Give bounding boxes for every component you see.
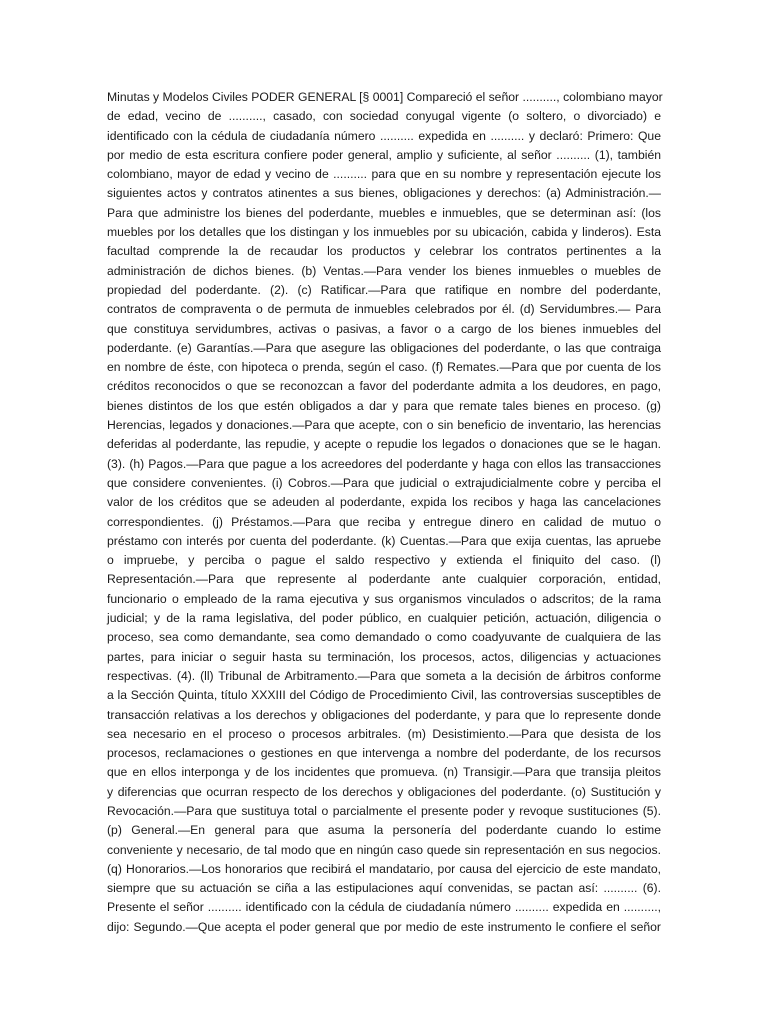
text-line: procesos, reclamaciones o gestiones en que intervenga a nombre del poderdante, de los recursos bbox=[107, 746, 661, 761]
text-line: propiedad del poderdante. (2). (c) Ratificar.—Para que ratifique en nombre del poderdante, bbox=[107, 282, 661, 297]
text-line: colombiano, mayor de edad y vecino de .......... para que en su nombre y representación ejecute los bbox=[107, 167, 661, 182]
text-line: deferidas al poderdante, las repudie, y acepte o repudie los legados o donaciones que se le hagan. bbox=[107, 437, 661, 452]
text-line: de edad, vecino de .........., casado, con sociedad conyugal vigente (o soltero, o divorciado) e bbox=[107, 109, 661, 124]
text-line: valor de los créditos que se adeuden al poderdante, expida los recibos y haga las cancelaciones bbox=[107, 495, 661, 510]
text-line: en nombre de éste, con hipoteca o prenda, según el caso. (f) Remates.—Para que por cuenta de los bbox=[107, 360, 661, 375]
text-line: muebles por los detalles que los distingan y los inmuebles por su ubicación, cabida y linderos). Esta bbox=[107, 225, 661, 240]
text-line: Revocación.—Para que sustituya total o parcialmente el presente poder y revoque sustituciones (5). bbox=[107, 803, 661, 818]
text-line: o impruebe, y perciba o pague el saldo respectivo y extienda el finiquito del caso. (l) bbox=[107, 553, 661, 568]
text-line: y diferencias que ocurran respecto de los derechos y obligaciones del poderdante. (o) Sustitución y bbox=[107, 784, 661, 799]
text-line: dijo: Segundo.—Que acepta el poder general que por medio de este instrumento le confiere el señor bbox=[107, 919, 661, 934]
text-line: que en ellos interponga y de los incidentes que promueva. (n) Transigir.—Para que transija pleitos bbox=[107, 765, 661, 780]
text-line: préstamo con interés por cuenta del poderdante. (k) Cuentas.—Para que exija cuentas, las apruebe bbox=[107, 533, 661, 548]
text-line: contratos de compraventa o de permuta de inmuebles celebrados por él. (d) Servidumbres.— Para bbox=[107, 302, 661, 317]
text-line: Para que administre los bienes del poderdante, muebles e inmuebles, que se determinan así: (los bbox=[107, 205, 661, 220]
text-line: a la Sección Quinta, título XXXIII del Código de Procedimiento Civil, las controversias susceptibles de bbox=[107, 688, 661, 703]
text-line: por medio de esta escritura confiere poder general, amplio y suficiente, al señor .......... (1), también bbox=[107, 147, 661, 162]
text-line: judicial; y de la rama legislativa, del poder público, en cualquier petición, actuación, diligencia o bbox=[107, 611, 661, 626]
text-line: siguientes actos y contratos atinentes a sus bienes, obligaciones y derechos: (a) Administración.— bbox=[107, 186, 661, 201]
text-line: bienes distintos de los que estén obligados a dar y para que remate tales bienes en proceso. (g) bbox=[107, 398, 661, 413]
text-line: respectivas. (4). (ll) Tribunal de Arbitramento.—Para que someta a la decisión de árbitros conforme bbox=[107, 668, 661, 683]
text-line: funcionario o empleado de la rama ejecutiva y sus organismos vinculados o adscritos; de la rama bbox=[107, 591, 661, 606]
text-line: conveniente y necesario, de tal modo que en ningún caso quede sin representación en sus negocios. bbox=[107, 842, 661, 857]
text-line: facultad comprende la de recaudar los productos y celebrar los contratos pertinentes a la bbox=[107, 244, 661, 259]
text-line: (p) General.—En general para que asuma la personería del poderdante cuando lo estime bbox=[107, 823, 661, 838]
text-line: que constituya servidumbres, activas o pasivas, a favor o a cargo de los bienes inmuebles del bbox=[107, 321, 661, 336]
text-line: identificado con la cédula de ciudadanía número .......... expedida en .......... y declaró: Primero: Que bbox=[107, 128, 661, 143]
text-line: administración de dichos bienes. (b) Ventas.—Para vender los bienes inmuebles o muebles de bbox=[107, 263, 661, 278]
document-body-text bbox=[107, 88, 661, 937]
text-line: Representación.—Para que represente al poderdante ante cualquier corporación, entidad, bbox=[107, 572, 661, 587]
text-line: sea necesario en el proceso o procesos arbitrales. (m) Desistimiento.—Para que desista de los bbox=[107, 726, 661, 741]
text-line: Presente el señor .......... identificado con la cédula de ciudadanía número .......... expedida en .........., bbox=[107, 900, 661, 915]
text-line: (q) Honorarios.—Los honorarios que recibirá el mandatario, por causa del ejercicio de este mandato, bbox=[107, 861, 661, 876]
text-line: (3). (h) Pagos.—Para que pague a los acreedores del poderdante y haga con ellos las transacciones bbox=[107, 456, 661, 471]
text-line: siempre que su actuación se ciña a las estipulaciones aquí convenidas, se pactan así: .......... (6). bbox=[107, 881, 661, 896]
text-line: créditos reconocidos o que se reconozcan a favor del poderdante admita a los deudores, en pago, bbox=[107, 379, 661, 394]
text-line: poderdante. (e) Garantías.—Para que asegure las obligaciones del poderdante, o las que contraiga bbox=[107, 340, 661, 355]
text-line: Minutas y Modelos Civiles PODER GENERAL [§ 0001] Compareció el señor .........., colombiano mayor bbox=[107, 90, 663, 104]
text-line: transacción relativas a los derechos y obligaciones del poderdante, y para que lo represente donde bbox=[107, 707, 661, 722]
text-line: proceso, sea como demandante, sea como demandado o como coadyuvante de cualquiera de las bbox=[107, 630, 661, 645]
text-line: que considere convenientes. (i) Cobros.—Para que judicial o extrajudicialmente cobre y perciba el bbox=[107, 475, 661, 490]
text-line: partes, para iniciar o seguir hasta su terminación, los procesos, actos, diligencias y actuaciones bbox=[107, 649, 661, 664]
text-line: correspondientes. (j) Préstamos.—Para que reciba y entregue dinero en calidad de mutuo o bbox=[107, 514, 661, 529]
text-line: Herencias, legados y donaciones.—Para que acepte, con o sin beneficio de inventario, las herencias bbox=[107, 418, 661, 433]
